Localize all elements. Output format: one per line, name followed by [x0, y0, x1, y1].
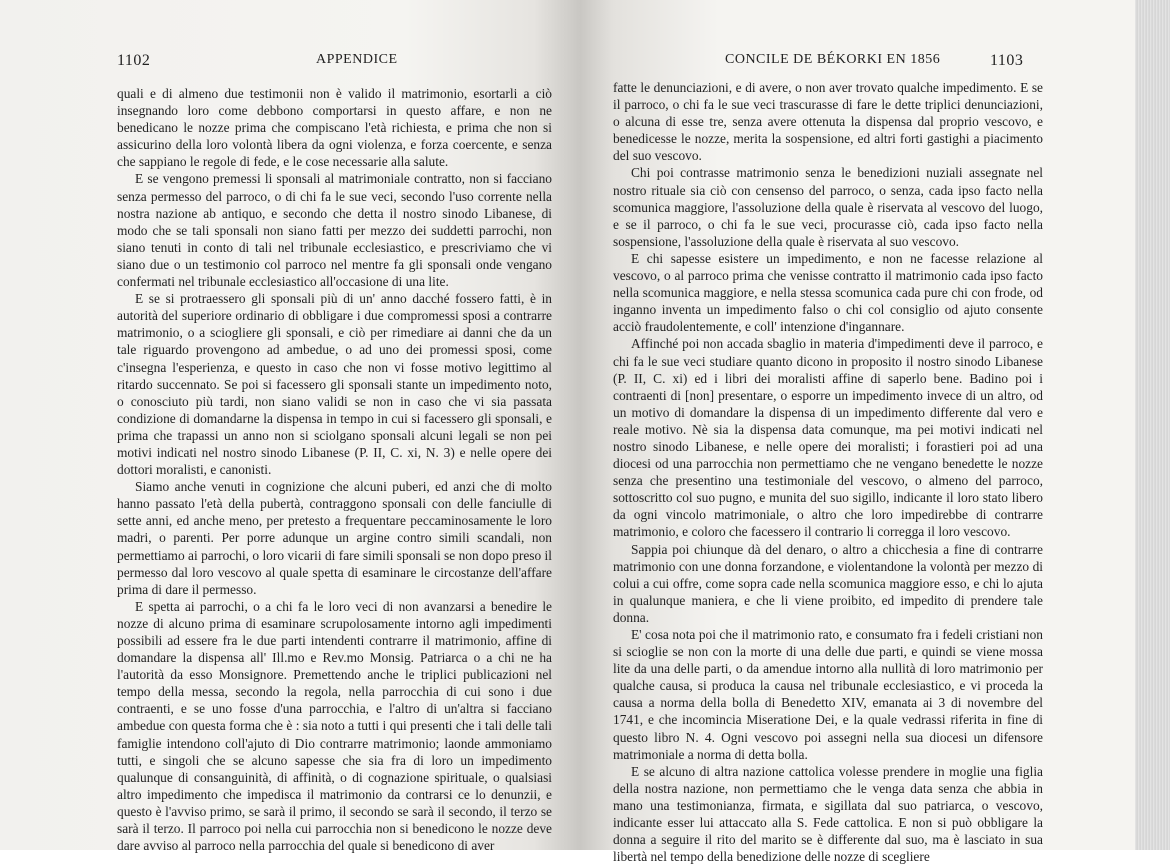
- paragraph: Chi poi contrasse matrimonio senza le benedizioni nuziali assegnate nel nostro rituale sia ciò con censenso del parroco, o senza, cada ipso facto nella scomunica maggiore, l'assoluzione della quale è riservata al vescovo del luogo, e se il parroco, o chi fa le sue veci, procurasse ciò, cada ipso facto nella sospensione, l'assoluzione della quale è riservata al suo vescovo.: [613, 165, 1043, 249]
- paragraph: Affinché poi non accada sbaglio in materia d'impedimenti deve il parroco, e chi fa le sue veci studiare quanto dicono in proposito il nostro sinodo Libanese (P. II, C. xi) ed i libri dei moralisti affine di saperlo bene. Badino poi i contraenti di [non] presentare, o esporre un impedimento invece di un altro, od un motivo di domandare la dispensa di un impedimento differente dal vero e reale motivo. Nè sia la dispensa data comunque, ma pei motivi indicati nel nostro sinodo Libanese, e nelle opere dei moralisti; i forastieri poi ad una diocesi od una parrocchia non permettiamo che ne vengano benedette le nozze senza che presentino una testimoniale del vescovo, o almeno del parroco, sottoscritto col suo pugno, e munita del suo sigillo, indicante il loro stato libero da ogni vincolo matrimoniale, o altro che loro impedirebbe di contrarre matrimonio, e coloro che facessero il contrario li corregga il loro vescovo.: [613, 336, 1043, 540]
- paragraph: E se vengono premessi li sponsali al matrimoniale contratto, non si facciano senza permesso del parroco, o di chi fa le sue veci, secondo l'uso corrente nella nostra nazione ab antiquo, e secondo che detta il nostro sinodo Libanese, di modo che se tali sponsali non siano fatti per mezzo dei suddetti parrochi, non siano tenuti in conto di tali nel tribunale ecclesiastico, e prescriviamo che vi siano due o un testimonio col parroco nel mentre fa gli sponsali onde vengano confermati nel tribunale ecclesiastico all'occasione di una lite.: [117, 171, 552, 290]
- running-head: APPENDICE: [316, 52, 398, 67]
- paragraph: Sappia poi chiunque dà del denaro, o altro a chicchesia a fine di contrarre matrimonio con une donna forzandone, e violentandone la volontà per mezzo di colui a cui offre, come sopra cade nella scomunica maggiore esso, e chi lo ajuta in qualunque maniera, e che li viene proibito, ed impedito di prendere tale donna.: [613, 541, 1043, 625]
- page-number: 1103: [990, 52, 1024, 69]
- left-page: [0, 0, 580, 854]
- paragraph: E se si protraessero gli sponsali più di un' anno dacché fossero fatti, è in autorità del superiore ordinario di obbligare i due compromessi sposi a contrarre matrimonio, o a sciogliere gli sponsali, e ciò per rimediare ai danni che da un tale riguardo provengono ad ambedue, o ad uno dei promessi sposi, come c'insegna l'esperienza, e questo in caso che non vi fosse motivo legittimo al ritardo succennato. Se poi si facessero gli sponsali stante un impedimento noto, o conosciuto più tardi, non siano validi se non in caso che vi sia passata condizione di domandarne la dispensa in tempo in cui si facessero gli sponsali, e prima che trapassi un anno non si sciolgano sponsali alcuni legali se non pei motivi indicati nel nostro sinodo Libanese (P. II, C. xi, N. 3) e nelle opere dei dottori moralisti, e canonisti.: [117, 291, 552, 478]
- body-text: [613, 79, 1043, 865]
- right-page: [580, 0, 1135, 865]
- page-number: 1102: [117, 52, 151, 69]
- paragraph: quali e di almeno due testimonii non è valido il matrimonio, esortarli a ciò insegnando loro come debbono comportarsi in questo affare, e non ne benedicano le nozze prima che compiscano l'età richiesta, e prima che non si assicurino della loro volontà libera da ogni violenza, e forza coercente, e senza che sappiano le regole di fede, e le cose necessarie alla salute.: [117, 86, 552, 170]
- page-edges: [1135, 0, 1170, 850]
- paragraph: fatte le denunciazioni, e di avere, o non aver trovato qualche impedimento. E se il parroco, o chi fa le sue veci trascurasse di fare le dette triplici denunciazioni, o alcuna di esse tre, senza avere ottenuta la dispensa dal proprio vescovo, e benedicesse le nozze, merita la sospensione, ed altri forti gastighi a piacimento del suo vescovo.: [613, 80, 1043, 164]
- paragraph: E' cosa nota poi che il matrimonio rato, e consumato fra i fedeli cristiani non si scioglie se non con la morte di una delle due parti, e quindi se viene mossa lite da una delle parti, o da amendue intorno alla nullità di loro matrimonio per qualche causa, si produca la causa nel tribunale ecclesiastico, e vi proceda la causa a norma della bolla di Benedetto XIV, emanata ai 3 di novembre del 1741, e che incomincia Miseratione Dei, e la quale vedrassi riferita in fine di questo libro N. 4. Ogni vescovo poi assegni nella sua diocesi un difensore matrimoniale a norma di detta bolla.: [613, 627, 1043, 762]
- paragraph: E se alcuno di altra nazione cattolica volesse prendere in moglie una figlia della nostra nazione, non permettiamo che le venga data senza che abbia in mano una testimonianza, firmata, e sigillata dal suo patriarca, o vescovo, indicante esser lui attaccato alla S. Fede cattolica. E non si può obbligare la donna a seguire il rito del marito se è differente dal suo, ma è lasciato in sua libertà nel tempo della benedizione delle nozze di scegliere: [613, 763, 1043, 865]
- running-head: CONCILE DE BÉKORKI EN 1856: [725, 52, 941, 67]
- paragraph: Siamo anche venuti in cognizione che alcuni puberi, ed anzi che di molto hanno passato l'età della pubertà, contraggono sponsali con delle fanciulle di sette anni, ed anche meno, per pretesto a frequentare peccaminosamente le loro madri, o parenti. Per porre adunque un argine contro simili scandali, non permettiamo ai parrochi, o loro vicarii di fare simili sponsali se non dopo preso il permesso dal loro vescovo al quale spetta di esaminare le circostanze dell'affare prima di dare il permesso.: [117, 479, 552, 597]
- body-text: [117, 85, 552, 854]
- paragraph: E spetta ai parrochi, o a chi fa le loro veci di non avanzarsi a benedire le nozze di alcuno prima di esaminare scrupolosamente intorno agli impedimenti possibili ad essere fra le due parti intendenti contrarre il matrimonio, affine di domandare la dispensa all' Ill.mo e Rev.mo Monsig. Patriarca o a chi ne ha l'autorità da esso Monsignore. Premettendo anche le triplici publicazioni nel tempo della messa, secondo la regola, nella parrocchia di cui sono i due contraenti, e se uno fosse d'una parrocchia, e l'altro di un'altra si facciano ambedue con questa forma che è : sia noto a tutti i qui presenti che i tali delle tali famiglie intendono coll'ajuto di Dio contrarre matrimonio; laonde ammoniamo tutti, e singoli che se alcuno sapesse che sia fra di loro un impedimento qualunque di consanguinità, di affinità, o di cognazione spirituale, o qualsiasi altro impedimento che impedisca il matrimonio da contrarsi ce lo denunzii, e questo è l'avviso primo, se sarà il primo, il secondo se sarà il secondo, il terzo se sarà il terzo. Il parroco poi nella cui parrocchia non si benedicono le nozze deve dare avviso al parroco nella parrocchia del quale si benedicono di aver: [117, 598, 552, 854]
- paragraph: E chi sapesse esistere un impedimento, e non ne facesse relazione al vescovo, o al parroco prima che venisse contratto il matrimonio cada ipso facto nella scomunica maggiore, e nella stessa scomunica cada pure chi con frode, od inganno inventa un impedimento falso o chi col consiglio od ajuto consente acciò fraudolentemente, e coll' intenzione d'ingannare.: [613, 250, 1043, 335]
